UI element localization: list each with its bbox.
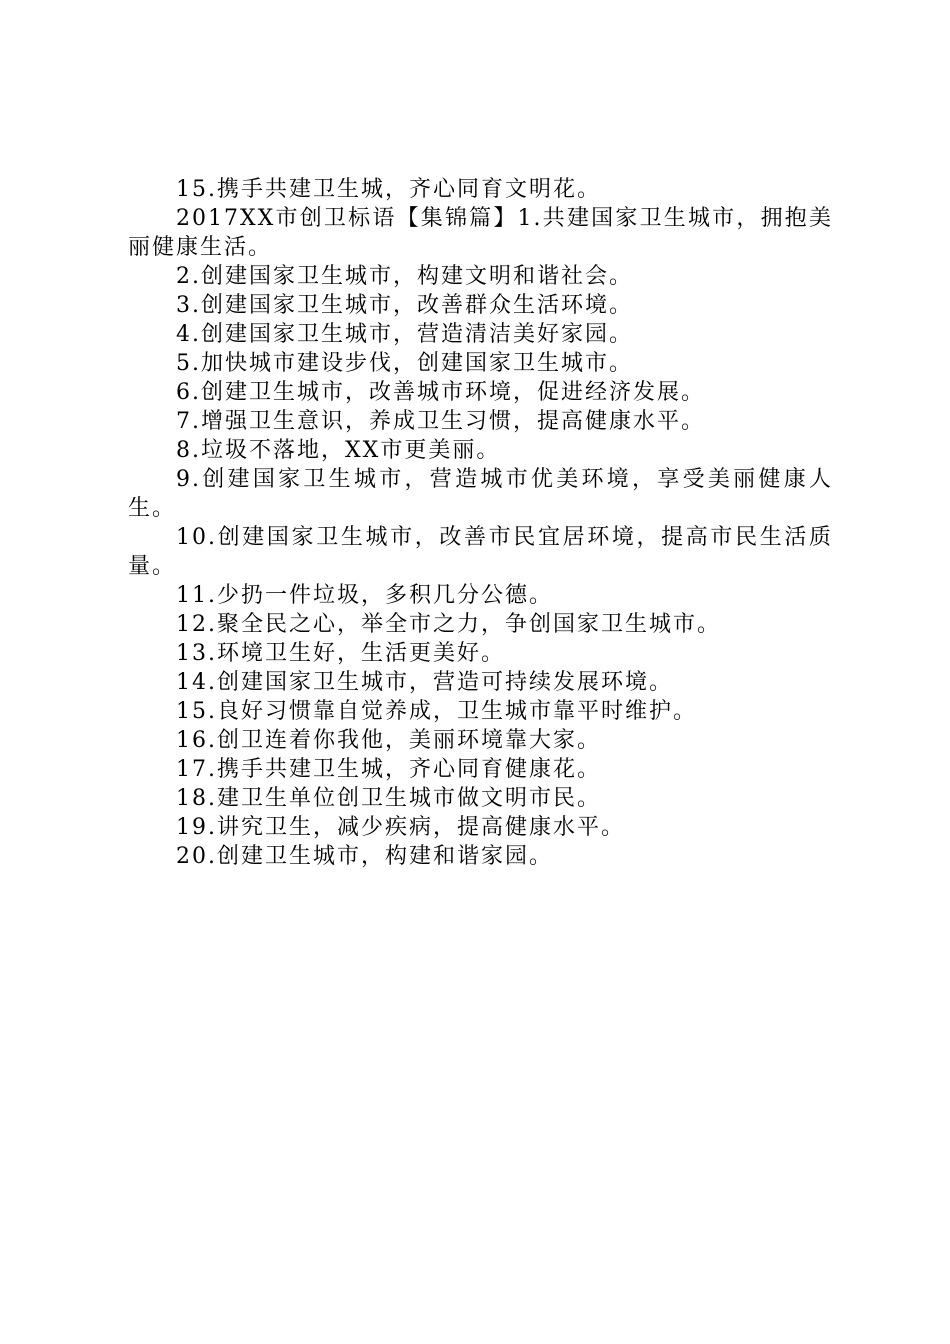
paragraph: 20.创建卫生城市，构建和谐家园。 xyxy=(176,844,553,869)
paragraph: 14.创建国家卫生城市，营造可持续发展环境。 xyxy=(176,670,673,695)
paragraph: 7.增强卫生意识，养成卫生习惯，提高健康水平。 xyxy=(176,409,705,434)
paragraph: 2017XX市创卫标语【集锦篇】1.共建国家卫生城市，拥抱美丽健康生活。 xyxy=(128,206,833,260)
paragraph: 15.携手共建卫生城，齐心同育文明花。 xyxy=(176,177,601,202)
paragraph: 17.携手共建卫生城，齐心同育健康花。 xyxy=(176,757,601,782)
paragraph: 13.环境卫生好，生活更美好。 xyxy=(176,641,505,666)
paragraph: 12.聚全民之心，举全市之力，争创国家卫生城市。 xyxy=(176,612,721,637)
paragraph: 10.创建国家卫生城市，改善市民宜居环境，提高市民生活质量。 xyxy=(128,525,833,579)
paragraph: 9.创建国家卫生城市，营造城市优美环境，享受美丽健康人生。 xyxy=(128,467,833,521)
paragraph: 5.加快城市建设步伐，创建国家卫生城市。 xyxy=(176,351,633,376)
paragraph: 15.良好习惯靠自觉养成，卫生城市靠平时维护。 xyxy=(176,699,697,724)
paragraph: 11.少扔一件垃圾，多积几分公德。 xyxy=(176,583,553,608)
paragraph: 18.建卫生单位创卫生城市做文明市民。 xyxy=(176,786,601,811)
paragraph: 16.创卫连着你我他，美丽环境靠大家。 xyxy=(176,728,601,753)
paragraph: 6.创建卫生城市，改善城市环境，促进经济发展。 xyxy=(176,380,705,405)
paragraph: 4.创建国家卫生城市，营造清洁美好家园。 xyxy=(176,322,633,347)
paragraph: 8.垃圾不落地，XX市更美丽。 xyxy=(176,438,501,463)
document-body xyxy=(128,175,833,871)
paragraph: 3.创建国家卫生城市，改善群众生活环境。 xyxy=(176,293,633,318)
paragraph: 2.创建国家卫生城市，构建文明和谐社会。 xyxy=(176,264,633,289)
paragraph: 19.讲究卫生，减少疾病，提高健康水平。 xyxy=(176,815,625,840)
